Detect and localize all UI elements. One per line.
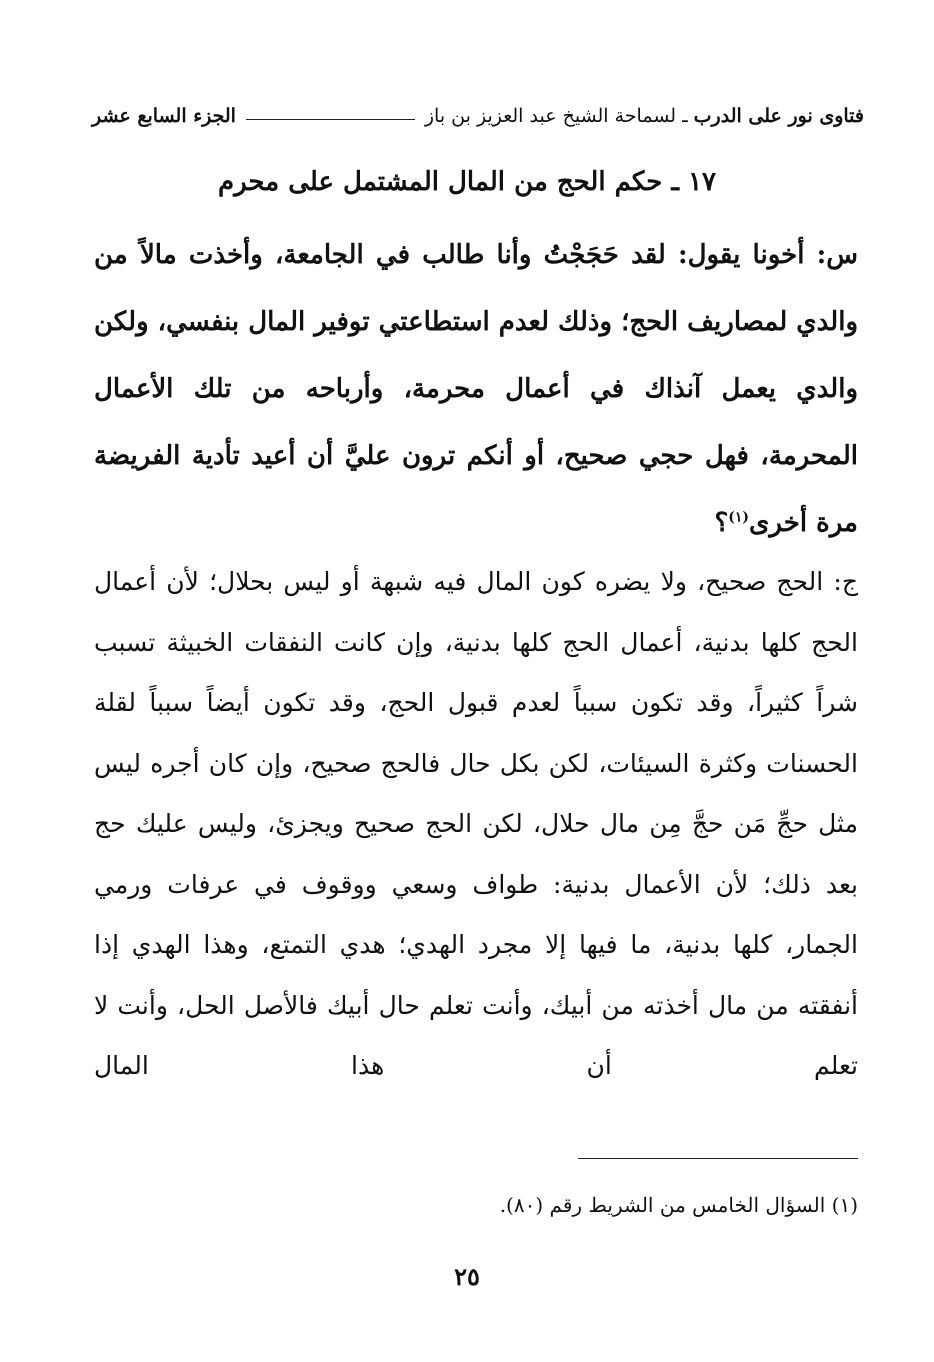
chapter-title: ١٧ ـ حكم الحج من المال المشتمل على محرم	[217, 167, 716, 197]
footnote: (١) السؤال الخامس من الشريط رقم (٨٠).	[499, 1193, 858, 1217]
header-separator: ـ	[682, 105, 688, 127]
header-book-title: فتاوى نور على الدرب	[693, 105, 864, 127]
running-header	[92, 100, 864, 132]
footnote-divider	[578, 1158, 858, 1159]
header-rule	[246, 119, 415, 120]
question-paragraph	[94, 222, 858, 557]
question-text: س: أخونا يقول: لقد حَجَجْتُ وأنا طالب في الجامعة، وأخذت مالاً من والدي لمصاريف الحج؛ وذلك لعدم استطاعتي توفير المال بنفسي، ولكن والدي يعمل آنذاك في أعمال محرمة، وأرباحه من تلك الأعمال المحرمة، فهل حجي صحيح، أو أنكم ترون عليَّ أن أعيد تأدية الفريضة مرة أخرى	[94, 240, 858, 538]
header-author: لسماحة الشيخ عبد العزيز بن باز	[424, 105, 677, 127]
page-number: ٢٥	[454, 1262, 480, 1291]
footnote-reference[interactable]: (١)	[728, 509, 750, 526]
question-end-mark: ؟	[714, 508, 729, 538]
answer-paragraph: ج: الحج صحيح، ولا يضره كون المال فيه شبهة أو ليس بحلال؛ لأن أعمال الحج كلها بدنية، أعمال الحج كلها بدنية، وإن كانت النفقات الخبيثة تسبب شراً كثيراً، وقد تكون سبباً لعدم قبول الحج، وقد تكون أيضاً سبباً لقلة الحسنات وكثرة السيئات، لكن بكل حال فالحج صحيح، وإن كان أجره ليس مثل حجِّ مَن حجَّ مِن مال حلال، لكن الحج صحيح ويجزئ، وليس عليك حج بعد ذلك؛ لأن الأعمال بدنية: طواف وسعي ووقوف في عرفات ورمي الجمار، كلها بدنية، ما فيها إلا مجرد الهدي؛ هدي التمتع، وهذا الهدي إذا أنفقته من مال أخذته من أبيك، وأنت تعلم حال أبيك فالأصل الحل، وأنت لا تعلم أن هذا المال	[94, 567, 858, 1080]
header-volume: الجزء السابع عشر	[92, 105, 236, 127]
